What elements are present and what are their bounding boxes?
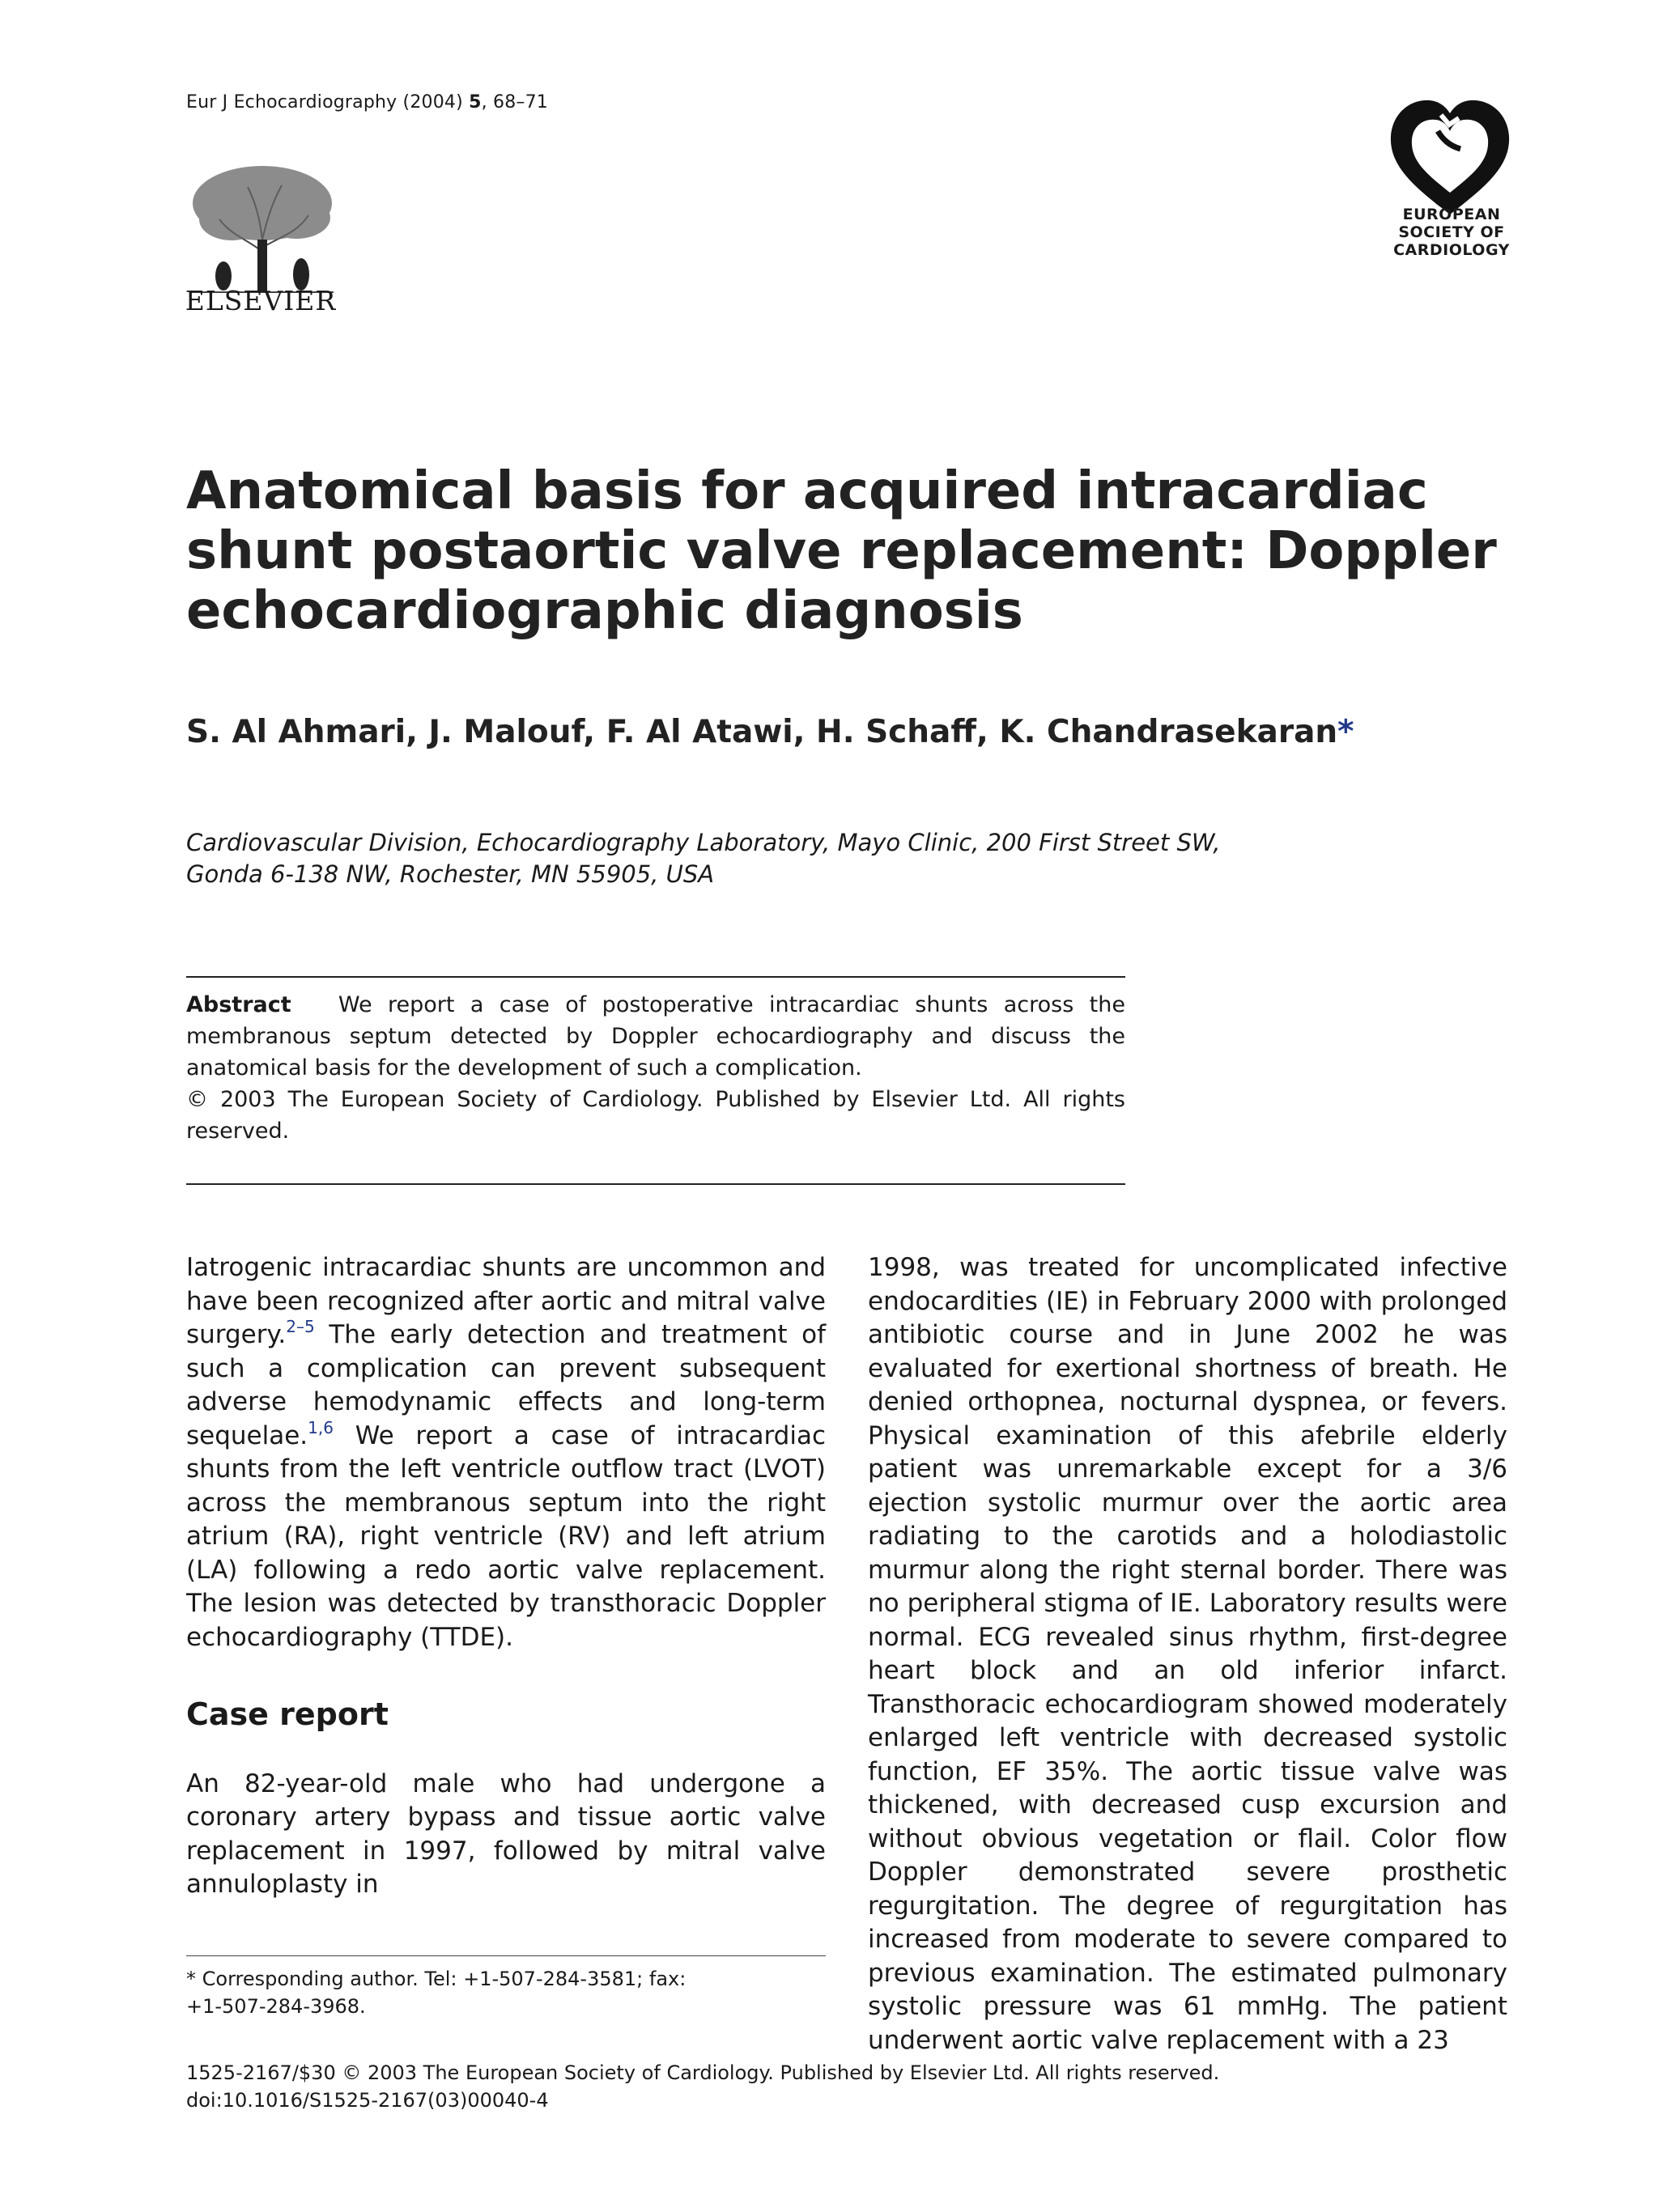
- elsevier-wordmark: ELSEVIER: [185, 285, 337, 316]
- esc-line-1: EUROPEAN: [1402, 206, 1501, 223]
- issn-copyright: 1525-2167/$30 © 2003 The European Society of Cardiology. Published by Elsevier Ltd. All rights reserved.: [186, 2061, 1220, 2084]
- authors: S. Al Ahmari, J. Malouf, F. Al Atawi, H. Schaff, K. Chandrasekaran: [186, 714, 1338, 750]
- intro-text-2: The early detection and treatment of such a complication can prevent subsequent adverse hemodynamic effects and long-term sequelae.: [186, 1320, 826, 1450]
- article-title: Anatomical basis for acquired intracardiac shunt postaortic valve replacement: Doppler echocardiographic diagnosis: [186, 461, 1497, 641]
- publication-info: [186, 2059, 1219, 2114]
- case-paragraph-left: An 82-year-old male who had undergone a coronary artery bypass and tissue aortic valve replacement in 1997, followed by mitral valve annuloplasty in: [186, 1768, 826, 1899]
- intro-text-3: We report a case of intracardiac shunts from the left ventricle outflow tract (LVOT) across the membranous septum into the right atrium (RA), right ventricle (RV) and left atrium (LA) following a redo aortic valve replacement. The lesion was detected by transthoracic Doppler echocardiography (TTDE).: [186, 1420, 826, 1652]
- abstract-text: We report a case of postoperative intracardiac shunts across the membranous septum detected by Doppler echocardiography and discuss the anatomical basis for the development of such a complication.: [186, 992, 1125, 1081]
- doi[interactable]: doi:10.1016/S1525-2167(03)00040-4: [186, 2089, 549, 2112]
- right-column: [868, 1251, 1507, 2057]
- abstract: [186, 989, 1125, 1147]
- reference-link-2-5[interactable]: 2–5: [286, 1317, 315, 1336]
- abstract-copyright: © 2003 The European Society of Cardiology. Published by Elsevier Ltd. All rights reserved.: [186, 1087, 1125, 1144]
- footnote-line-1: * Corresponding author. Tel: +1-507-284-3581; fax:: [186, 1968, 687, 1990]
- affiliation-line-2: Gonda 6-138 NW, Rochester, MN 55905, USA: [186, 860, 715, 888]
- footnote-line-2: +1-507-284-3968.: [186, 1995, 366, 2018]
- corresponding-author-mark[interactable]: *: [1337, 714, 1354, 750]
- author-list: [186, 714, 1354, 750]
- abstract-top-rule: [186, 976, 1125, 978]
- case-report-heading: Case report: [186, 1696, 389, 1732]
- esc-line-2: SOCIETY OF: [1398, 223, 1505, 241]
- journal-volume: 5: [469, 92, 482, 113]
- footnote-rule: [186, 1955, 826, 1956]
- journal-pages: , 68–71: [481, 92, 548, 113]
- journal-reference: [186, 92, 548, 113]
- left-column: [186, 1251, 826, 1902]
- abstract-label: Abstract: [186, 992, 291, 1017]
- abstract-bottom-rule: [186, 1183, 1125, 1185]
- footnote: [186, 1965, 826, 2020]
- esc-line-3: CARDIOLOGY: [1393, 241, 1510, 259]
- intro-paragraph: [186, 1251, 826, 1654]
- affiliation-line-1: Cardiovascular Division, Echocardiography Laboratory, Mayo Clinic, 200 First Street SW,: [186, 829, 1221, 856]
- intro-text-1: Iatrogenic intracardiac shunts are uncommon and have been recognized after aortic and mitral valve surgery.: [186, 1253, 826, 1349]
- affiliation: [186, 827, 1401, 890]
- journal-name: Eur J Echocardiography (2004): [186, 92, 470, 113]
- reference-link-1-6[interactable]: 1,6: [308, 1417, 334, 1437]
- esc-logo-text: [1376, 206, 1527, 259]
- case-paragraph-right: 1998, was treated for uncomplicated infective endocardities (IE) in February 2000 with prolonged antibiotic course and in June 2002 he was evaluated for exertional shortness of breath. He denied orthopnea, nocturnal dyspnea, or fevers. Physical examination of this afebrile elderly patient was unremarkable except for a 3/6 ejection systolic murmur over the aortic area radiating to the carotids and a holodiastolic murmur along the right sternal border. There was no peripheral stigma of IE. Laboratory results were normal. ECG revealed sinus rhythm, first-degree heart block and an old inferior infarct. Transthoracic echocardiogram showed moderately enlarged left ventricle with decreased systolic function, EF 35%. The aortic tissue valve was thickened, with decreased cusp excursion and without obvious vegetation or flail. Color flow Doppler demonstrated severe prosthetic regurgitation. The degree of regurgitation has increased from moderate to severe compared to previous examination. The estimated pulmonary systolic pressure was 61 mmHg. The patient underwent aortic valve replacement with a 23: [868, 1253, 1507, 2055]
